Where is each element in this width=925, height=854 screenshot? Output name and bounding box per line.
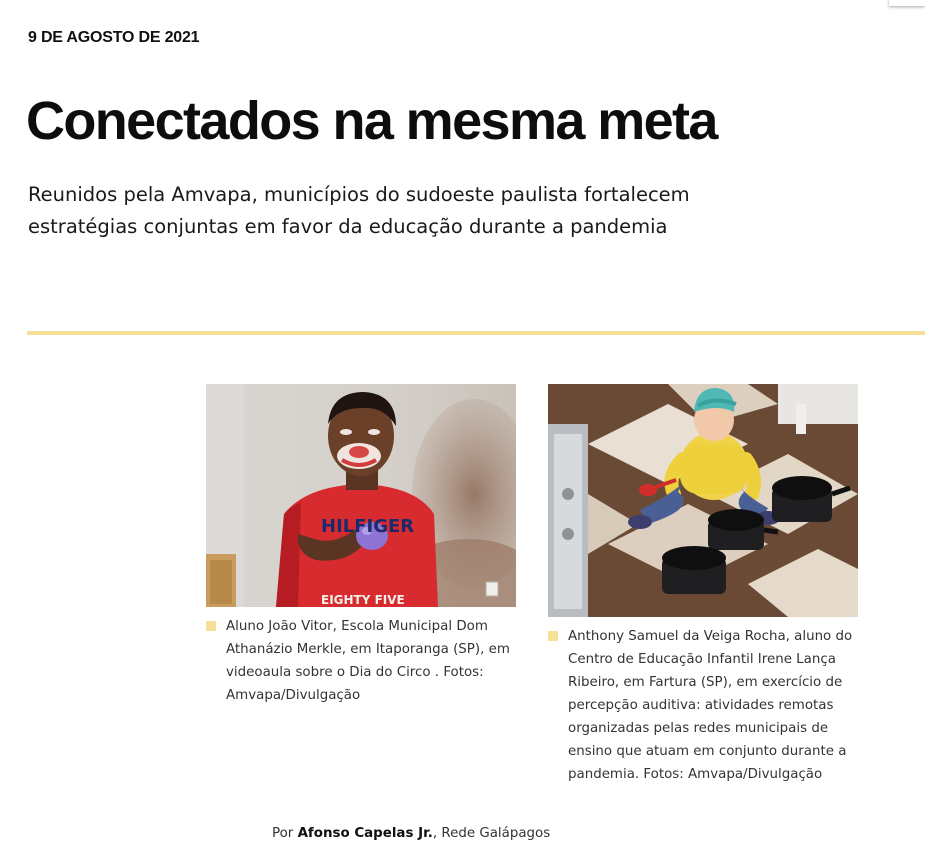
shirt-print-text: HILFIGER <box>321 516 415 537</box>
photo-caption: Anthony Samuel da Veiga Rocha, aluno do Centro de Educação Infantil Irene Lança Ribeiro, em Fartura (SP), em exercício de percepção auditiva: atividades remotas organizadas pelas redes municipais de ensino que atuam em conjunto durante a pandemia. Fotos: Amvapa/Divulgação <box>568 629 853 782</box>
article-title: Conectados na mesma meta <box>26 91 717 151</box>
photo-joao-vitor-image <box>206 384 516 607</box>
photo-anthony-samuel-image <box>548 384 858 617</box>
caption-bullet <box>548 631 558 641</box>
byline-organization: , Rede Galápagos <box>432 826 551 841</box>
photo-caption: Aluno João Vitor, Escola Municipal Dom Athanázio Merkle, em Itaporanga (SP), em videoaula sobre o Dia do Circo . Fotos: Amvapa/Divulgação <box>226 619 510 703</box>
article-subtitle: Reunidos pela Amvapa, municípios do sudoeste paulista fortalecem estratégias conjuntas em favor da educação durante a pandemia <box>28 183 690 238</box>
byline <box>272 826 550 841</box>
photo-joao-vitor <box>206 384 516 607</box>
article-date: 9 DE AGOSTO DE 2021 <box>28 29 200 46</box>
byline-prefix: Por <box>272 826 294 841</box>
caption-bullet <box>206 621 216 631</box>
photo-anthony-samuel <box>548 384 858 617</box>
byline-author[interactable]: Afonso Capelas Jr. <box>297 826 433 841</box>
section-divider <box>27 331 925 335</box>
shirt-print-subtext: EIGHTY FIVE <box>321 593 405 607</box>
corner-widget[interactable] <box>889 0 925 6</box>
